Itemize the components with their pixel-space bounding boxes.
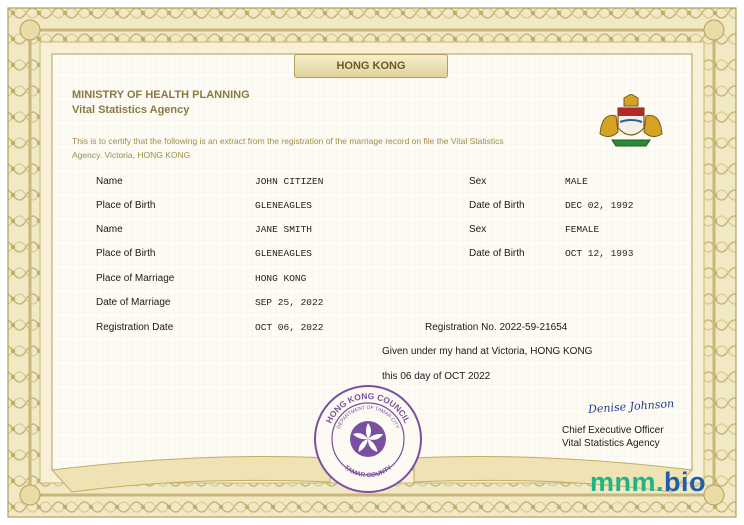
coat-of-arms-icon — [596, 94, 666, 152]
person1-sex-value: MALE — [565, 176, 588, 187]
watermark-dot: . — [656, 467, 665, 497]
seal-text-top: HONG KONG COUNCIL — [323, 390, 413, 425]
person2-sex-value: FEMALE — [565, 224, 600, 235]
registration-date-value: OCT 06, 2022 — [255, 322, 324, 333]
person2-sex-label: Sex — [469, 224, 487, 235]
person2-name-label: Name — [96, 224, 123, 235]
ministry-title: MINISTRY OF HEALTH PLANNING — [72, 89, 250, 101]
marriage-place-value: HONG KONG — [255, 273, 307, 284]
person2-dob-value: OCT 12, 1993 — [565, 248, 634, 259]
marriage-date-value: SEP 25, 2022 — [255, 297, 324, 308]
marriage-place-label: Place of Marriage — [96, 273, 175, 284]
officer-signature: Denise Johnson — [587, 397, 675, 416]
given-under-hand: Given under my hand at Victoria, HONG KONG — [382, 346, 593, 357]
person1-name-label: Name — [96, 176, 123, 187]
person1-birthplace-label: Place of Birth — [96, 200, 156, 211]
person2-birthplace-label: Place of Birth — [96, 248, 156, 259]
seal-text-inner: DEPARTMENT OF TAMAR CITY — [335, 404, 400, 430]
watermark-part2: bio — [664, 467, 707, 497]
officer-title: Chief Executive Officer — [562, 425, 664, 436]
site-watermark — [590, 467, 706, 498]
registration-date-label: Registration Date — [96, 322, 174, 333]
person1-sex-label: Sex — [469, 176, 487, 187]
person1-dob-label: Date of Birth — [469, 200, 525, 211]
certification-statement: This is to certify that the following is an extract from the registration of the marriage record on file the Vital Statistics Agency. Victoria, HONG KONG — [72, 136, 504, 160]
officer-agency: Vital Statistics Agency — [562, 438, 660, 449]
agency-title: Vital Statistics Agency — [72, 104, 190, 116]
bauhinia-seal-icon — [312, 383, 424, 495]
person2-dob-label: Date of Birth — [469, 248, 525, 259]
person2-name-value: JANE SMITH — [255, 224, 313, 235]
seal-text-bottom: TAMAR COUNTY — [342, 464, 394, 480]
region-tab: HONG KONG — [294, 54, 448, 78]
person1-name-value: JOHN CITIZEN — [255, 176, 324, 187]
issue-day: this 06 day of OCT 2022 — [382, 371, 491, 382]
person1-dob-value: DEC 02, 1992 — [565, 200, 634, 211]
person1-birthplace-value: GLENEAGLES — [255, 200, 313, 211]
marriage-date-label: Date of Marriage — [96, 297, 171, 308]
person2-birthplace-value: GLENEAGLES — [255, 248, 313, 259]
registration-number: Registration No. 2022-59-21654 — [425, 322, 568, 333]
watermark-part1: mnm — [590, 467, 657, 497]
